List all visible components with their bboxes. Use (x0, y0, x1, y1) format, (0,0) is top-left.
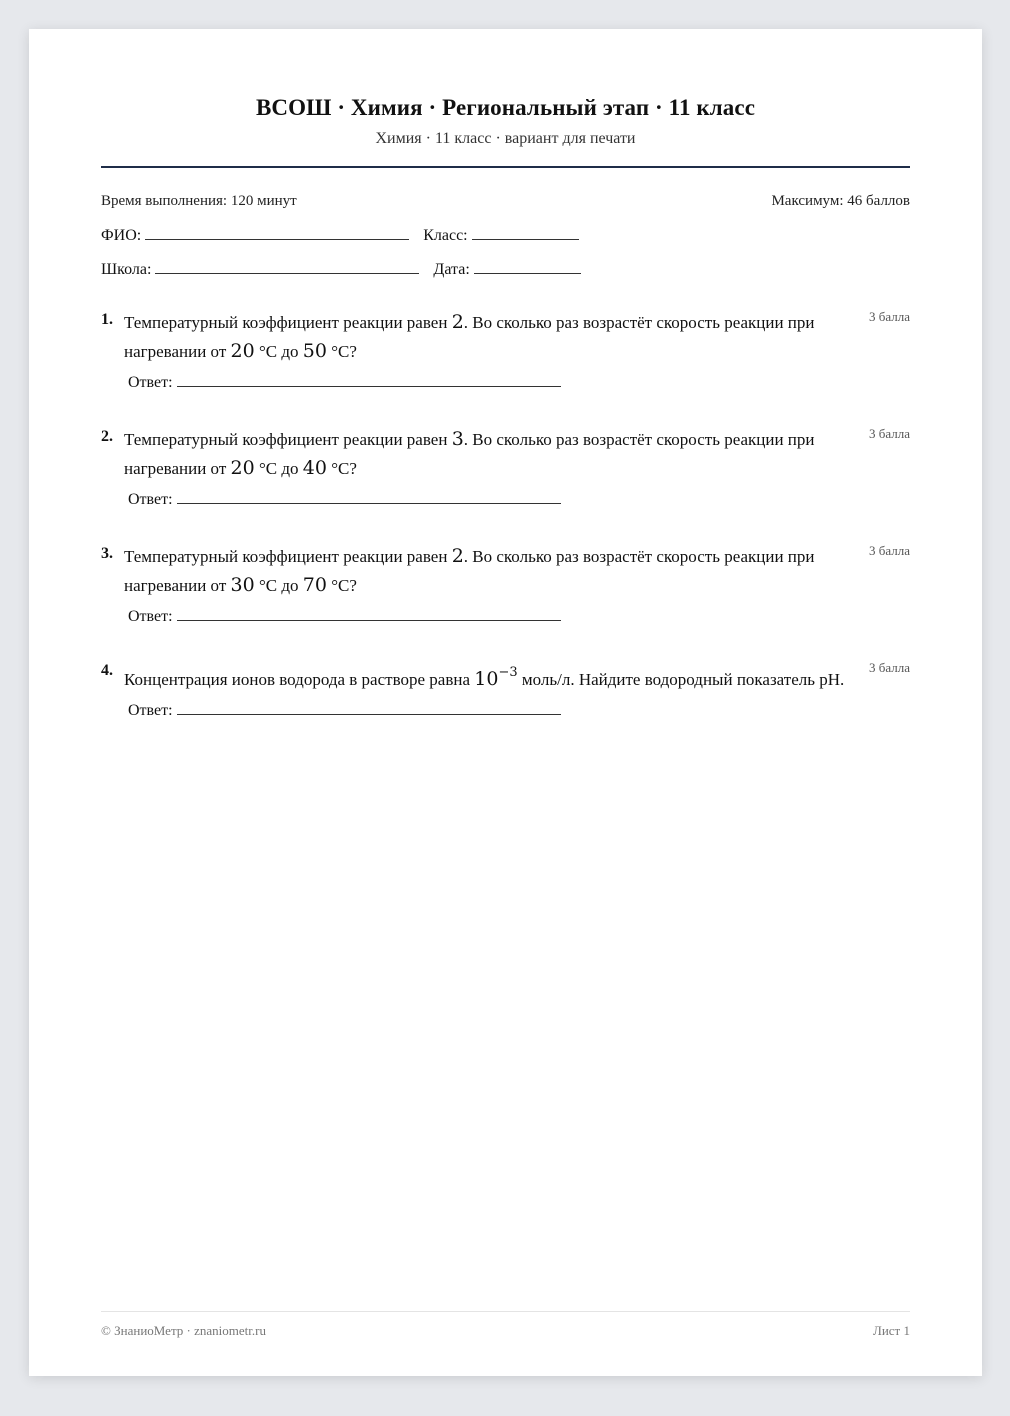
question-text: Температурный коэффициент реакции равен 2. Во сколько раз возрастёт скорость реакции при нагревании от 20 °C до 50 °C? (124, 311, 815, 362)
question-1 (101, 308, 910, 412)
question-text: Температурный коэффициент реакции равен 3. Во сколько раз возрастёт скорость реакции при нагревании от 20 °C до 40 °C? (124, 428, 815, 479)
answer-label: Ответ: (128, 608, 173, 625)
page-sheet (29, 29, 982, 1376)
answer-field[interactable] (177, 372, 561, 387)
question-points: 3 балла (869, 426, 910, 441)
question-number: 4. (101, 662, 113, 679)
answer-row (128, 700, 910, 740)
footer-copyright: © ЗнаниоМетр · znaniometr.ru (101, 1323, 266, 1338)
answer-label: Ответ: (128, 702, 173, 719)
meta-row (101, 193, 910, 210)
question-3 (101, 542, 910, 646)
question-number: 3. (101, 545, 113, 562)
footer-divider (101, 1311, 910, 1312)
fio-row (101, 225, 579, 245)
date-field[interactable] (474, 259, 581, 274)
header-divider (101, 166, 910, 168)
fio-label: ФИО: (101, 227, 142, 244)
question-text: Концентрация ионов водорода в растворе равна $10^{-3}$ моль/л. Найдите водородный показатель pH. (124, 665, 845, 690)
page-content (101, 29, 910, 1376)
page-title: ВСОШ · Химия · Региональный этап · 11 класс (255, 95, 756, 120)
question-number: 1. (101, 311, 113, 328)
date-label: Дата: (433, 261, 470, 278)
answer-label: Ответ: (128, 374, 173, 391)
answer-row (128, 372, 910, 412)
question-4 (101, 659, 910, 740)
answer-field[interactable] (177, 489, 561, 504)
question-points: 3 балла (869, 660, 910, 675)
question-2 (101, 425, 910, 529)
answer-row (128, 489, 910, 529)
max-score: Максимум: 46 баллов (771, 193, 910, 209)
question-number: 2. (101, 428, 113, 445)
answer-label: Ответ: (128, 491, 173, 508)
school-field[interactable] (155, 259, 419, 274)
page-subtitle: Химия · 11 класс · вариант для печати (375, 130, 636, 147)
school-label: Школа: (101, 261, 152, 278)
page-footer (101, 1323, 910, 1339)
answer-field[interactable] (177, 606, 561, 621)
class-label: Класс: (423, 227, 468, 244)
class-field[interactable] (472, 225, 579, 240)
question-points: 3 балла (869, 543, 910, 558)
school-row (101, 259, 581, 279)
answer-row (128, 606, 910, 646)
question-points: 3 балла (869, 309, 910, 324)
time-limit: Время выполнения: 120 минут (101, 193, 297, 209)
page-number: Лист 1 (873, 1323, 910, 1338)
fio-field[interactable] (145, 225, 409, 240)
question-list (101, 308, 910, 740)
question-text: Температурный коэффициент реакции равен 2. Во сколько раз возрастёт скорость реакции при нагревании от 30 °C до 70 °C? (124, 545, 815, 596)
answer-field[interactable] (177, 700, 561, 715)
